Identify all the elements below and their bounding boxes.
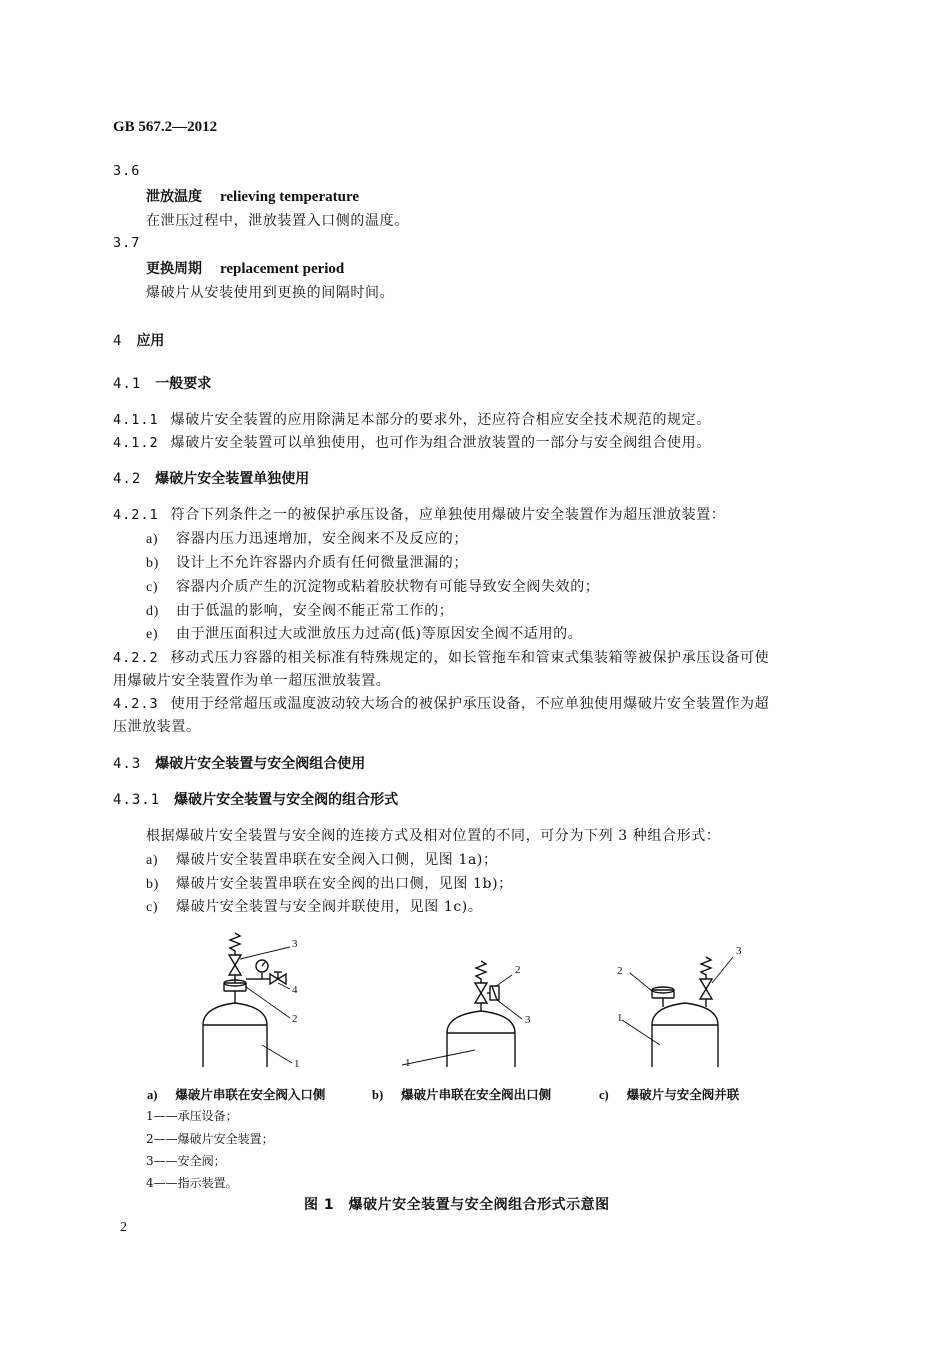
figure-title: 图 1 爆破片安全装置与安全阀组合形式示意图 [304, 1197, 610, 1213]
term-3-7 [146, 258, 344, 278]
rupture-disc-b [487, 986, 499, 1000]
item-label: a) [146, 532, 159, 547]
section-4-2-heading [113, 468, 309, 488]
callout-2: 2 [617, 965, 623, 977]
caption-text: 爆破片与安全阀并联 [626, 1087, 740, 1102]
section-title: 爆破片安全装置与安全阀组合使用 [155, 756, 366, 772]
clause-4-2-3-line2: 压泄放装置。 [113, 719, 201, 735]
callout-3: 3 [525, 1014, 531, 1026]
legend-item: 3——安全阀； [146, 1154, 226, 1168]
item-text: 容器内压力迅速增加，安全阀来不及反应的； [176, 531, 468, 547]
list-item [146, 600, 453, 620]
section-4-3-heading [113, 753, 365, 773]
pressure-vessel-a [203, 1003, 267, 1067]
legend-item: 4——指示装置。 [146, 1176, 238, 1190]
clause-text: 爆破片安全装置的应用除满足本部分的要求外，还应符合相应安全技术规范的规定。 [170, 412, 711, 428]
section-number: 4.3 [113, 756, 142, 772]
callout-1: 1 [617, 1012, 623, 1024]
section-title: 爆破片安全装置单独使用 [155, 471, 310, 487]
term-3-6 [146, 186, 359, 206]
rupture-disc-c [652, 987, 674, 1007]
callout-1: 1 [294, 1058, 300, 1070]
caption-label: a) [147, 1088, 158, 1102]
item-text: 由于低温的影响，安全阀不能正常工作的； [176, 603, 454, 619]
definition-3-7: 爆破片从安装使用到更换的间隔时间。 [146, 285, 395, 301]
indicator-device-a [246, 960, 286, 984]
clause-4-2-1 [113, 504, 725, 524]
pressure-vessel-b [447, 1011, 515, 1067]
list-item [146, 896, 482, 916]
term-cn: 更换周期 [146, 261, 202, 277]
clause-text: 符合下列条件之一的被保护承压设备，应单独使用爆破片安全装置作为超压泄放装置： [170, 507, 726, 523]
section-number: 4 [113, 333, 123, 349]
clause-number: 4.2.1 [113, 507, 159, 523]
section-title: 应用 [136, 333, 165, 349]
legend-item: 1——承压设备； [146, 1109, 238, 1123]
clause-text: 爆破片安全装置可以单独使用，也可作为组合泄放装置的一部分与安全阀组合使用。 [170, 435, 711, 451]
clause-4-1-2 [113, 432, 711, 452]
subsection-4-3-1-heading [113, 789, 398, 809]
safety-valve-a [229, 933, 241, 975]
callout-2: 2 [292, 1013, 298, 1025]
figure-caption-a [147, 1085, 325, 1103]
clause-number: 4.2.3 [113, 696, 159, 712]
clause-number: 4.2.2 [113, 650, 159, 666]
clause-number-3-7: 3.7 [113, 235, 141, 251]
callout-2: 2 [515, 964, 521, 976]
caption-label: c) [599, 1088, 609, 1102]
safety-valve-c [700, 957, 712, 1007]
definition-3-6: 在泄压过程中，泄放装置入口侧的温度。 [146, 213, 409, 229]
callout-1: 1 [405, 1057, 411, 1069]
list-item [146, 528, 468, 548]
clause-4-1-1 [113, 409, 711, 429]
item-text: 爆破片安全装置与安全阀并联使用，见图 1c)。 [176, 899, 483, 915]
item-label: d) [146, 604, 159, 619]
clause-4-2-2-line2: 用爆破片安全装置作为单一超压泄放装置。 [113, 673, 391, 689]
callout-3: 3 [736, 945, 742, 957]
clause-4-2-3 [113, 693, 769, 713]
item-text: 容器内介质产生的沉淀物或粘着胶状物有可能导致安全阀失效的； [176, 579, 600, 595]
list-item [146, 552, 468, 572]
section-4-1-heading [113, 373, 211, 393]
section-title: 一般要求 [155, 376, 212, 392]
safety-valve-b [475, 961, 487, 1011]
item-label: e) [146, 627, 159, 642]
list-item [146, 576, 599, 596]
item-text: 设计上不允许容器内介质有任何微量泄漏的； [176, 555, 468, 571]
section-4-heading [113, 330, 164, 350]
list-item [146, 623, 582, 643]
intro-paragraph: 根据爆破片安全装置与安全阀的连接方式及相对位置的不同，可分为下列 3 种组合形式： [146, 828, 721, 844]
subsection-title: 爆破片安全装置与安全阀的组合形式 [174, 792, 399, 808]
term-en: replacement period [220, 261, 345, 277]
subsection-number: 4.3.1 [113, 792, 161, 808]
term-en: relieving temperature [220, 189, 359, 205]
caption-text: 爆破片串联在安全阀入口侧 [175, 1087, 326, 1102]
item-text: 由于泄压面积过大或泄放压力过高(低)等原因安全阀不适用的。 [176, 626, 583, 642]
item-label: b) [146, 556, 159, 571]
item-label: a) [146, 853, 159, 868]
list-item [146, 849, 498, 869]
legend-item: 2——爆破片安全装置； [146, 1132, 274, 1146]
callout-3: 3 [292, 938, 298, 950]
standard-number: GB 567.2—2012 [113, 119, 218, 135]
clause-text-line1: 使用于经常超压或温度波动较大场合的被保护承压设备，不应单独使用爆破片安全装置作为超 [170, 696, 770, 712]
item-label: c) [146, 900, 159, 915]
rupture-disc-a [224, 975, 246, 1003]
clause-4-2-2 [113, 647, 769, 667]
caption-label: b) [372, 1088, 384, 1102]
figure-caption-c [599, 1085, 739, 1103]
item-label: b) [146, 877, 159, 892]
pressure-vessel-c [652, 1003, 718, 1067]
clause-number: 4.1.1 [113, 412, 159, 428]
item-text: 爆破片安全装置串联在安全阀的出口侧，见图 1b)； [176, 876, 513, 892]
item-text: 爆破片安全装置串联在安全阀入口侧，见图 1a)； [176, 852, 498, 868]
section-number: 4.2 [113, 471, 142, 487]
figure-1-diagram [0, 925, 952, 1075]
caption-text: 爆破片串联在安全阀出口侧 [401, 1087, 552, 1102]
figure-caption-b [372, 1085, 551, 1103]
term-cn: 泄放温度 [146, 189, 202, 205]
section-number: 4.1 [113, 376, 142, 392]
list-item [146, 873, 513, 893]
item-label: c) [146, 580, 159, 595]
page-number: 2 [120, 1220, 127, 1235]
clause-number-3-6: 3.6 [113, 163, 141, 179]
clause-text-line1: 移动式压力容器的相关标准有特殊规定的，如长管拖车和管束式集装箱等被保护承压设备可使 [170, 650, 770, 666]
clause-number: 4.1.2 [113, 435, 159, 451]
callout-4: 4 [292, 984, 298, 996]
